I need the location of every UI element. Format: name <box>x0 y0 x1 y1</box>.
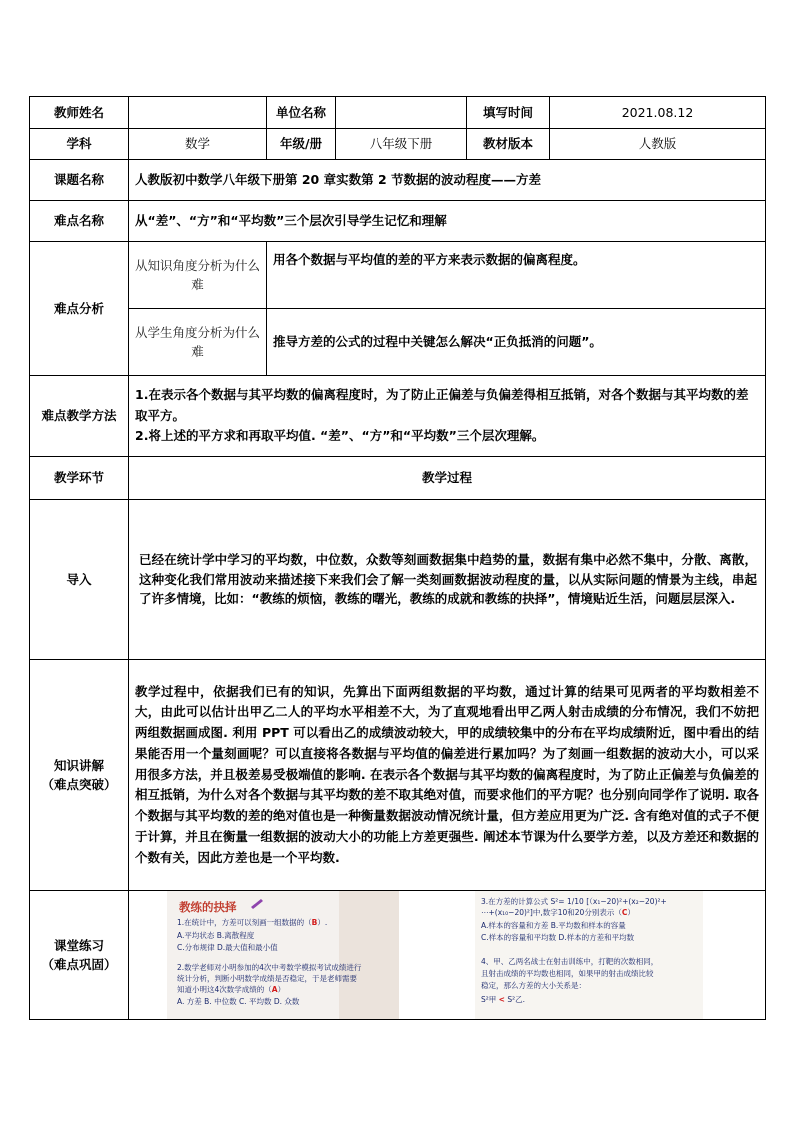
q2-stem: 知道小明这4次数学成绩的（ <box>177 985 272 994</box>
subject-value: 数学 <box>129 129 267 160</box>
slide-title: 教练的抉择 <box>179 900 237 914</box>
row-topic <box>30 160 766 201</box>
row-header-2 <box>30 129 766 160</box>
teacher-name-label: 教师姓名 <box>30 97 129 129</box>
q3-answer: C <box>621 908 628 917</box>
intro-label: 导入 <box>30 500 129 660</box>
q3-options-1: A.样本的容量和方差 B.平均数和样本的容量 <box>481 921 626 930</box>
q4-answer: < <box>498 995 505 1004</box>
method-line-2: 2.将上述的平方求和再取平均值. “差”、“方”和“平均数”三个层次理解。 <box>135 428 545 444</box>
q2-end: ） <box>277 985 286 994</box>
exercise-slide-left <box>167 891 399 1019</box>
method-text <box>129 376 766 457</box>
unit-name-value <box>336 97 467 129</box>
q4-answer-line <box>481 995 525 1005</box>
q4-left: S²甲 <box>481 995 497 1004</box>
exercise-slide-right <box>475 891 703 1019</box>
q3-line-2 <box>481 908 635 918</box>
explain-text: 教学过程中，依据我们已有的知识，先算出下面两组数据的平均数，通过计算的结果可见两者的平均数相差不大，由此可以估计出甲乙二人的平均水平相差不大，为了直观地看出甲乙两人射击成绩的分布情况，我们不妨把两组数据画成图. 利用 PPT 可以看出乙的成绩波动较大，甲的成绩较集中的分布在平均成绩附近，图中看出的结果能否用一个量刻画呢？可以直接将各数据与平均值的偏差进行累加吗？为了刻画一组数据的波动大小，可以采用很多方法，并且极差易受极端值的影响. 在表示各个数据与其平均数的偏离程度时，为了防止正偏差与负偏差的相互抵销，为什么对各个数据与其平均数的差不取其绝对值，而要求他们的平方呢？也分别向同学作了说明. 取各个数据与其平均数的差的绝对值也是一种衡量数据波动情况统计量，但方差应用更为广泛. 含有绝对值的式子不便于计算，并且在衡量一组数据的波动大小的功能上方差更强些. 阐述本节课为什么要学方差，以及方差还和数据的个数有关，因此方差也是一个平均数. <box>129 660 766 891</box>
row-header-1 <box>30 97 766 129</box>
process-header-label: 教学过程 <box>129 457 766 500</box>
teacher-name-value <box>129 97 267 129</box>
q3-stem: ⋯+(x₁₀−20)²]中,数字10和20分别表示（ <box>481 908 622 917</box>
lesson-design-table <box>29 96 766 1020</box>
practice-label-line1: 课堂练习 <box>53 937 104 953</box>
student-angle-label: 从学生角度分析为什么难 <box>129 309 267 376</box>
topic-label: 课题名称 <box>30 160 129 201</box>
row-analysis-knowledge <box>30 242 766 309</box>
practice-label <box>30 891 129 1020</box>
knowledge-angle-value: 用各个数据与平均值的差的平方来表示数据的偏离程度。 <box>267 242 766 309</box>
row-method <box>30 376 766 457</box>
fill-date-value: 2021.08.12 <box>550 97 766 129</box>
exercise-images <box>129 891 765 1019</box>
unit-name-label: 单位名称 <box>267 97 336 129</box>
explain-label <box>30 660 129 891</box>
q4-line-2: 且射击成绩的平均数也相同，如果甲的射击成绩比较 <box>481 969 654 978</box>
difficulty-value: 从“差”、“方”和“平均数”三个层次引导学生记忆和理解 <box>129 201 766 242</box>
difficulty-label: 难点名称 <box>30 201 129 242</box>
intro-text: 已经在统计学中学习的平均数，中位数，众数等刻画数据集中趋势的量，数据有集中必然不集中，分散、离散，这种变化我们常用波动来描述接下来我们会了解一类刻画数据波动程度的量，以从实际问题的情景为主线，串起了许多情境，比如：“教练的烦恼，教练的曙光，教练的成就和教练的抉择”，情境贴近生活，问题层层深入. <box>129 500 766 660</box>
q4-right: S²乙. <box>507 995 526 1004</box>
q3-options-2: C.样本的容量和平均数 D.样本的方差和平均数 <box>481 933 635 942</box>
q2-line-1: 2.数学老师对小明参加的4次中考数学模拟考试成绩进行 <box>177 963 362 972</box>
q1-answer: B <box>311 918 318 927</box>
textbook-value: 人教版 <box>550 129 766 160</box>
method-line-1: 1.在表示各个数据与其平均数的偏离程度时，为了防止正偏差与负偏差得相互抵销，对各个数据与其平均数的差取平方。 <box>135 387 749 423</box>
q3-line-1: 3.在方差的计算公式 S²= 1/10 [（x₁−20)²+(x₂−20)²+ <box>481 897 667 906</box>
row-explain <box>30 660 766 891</box>
q3-end: ） <box>627 908 635 917</box>
q4-line-1: 4、甲、乙两名战士在射击训练中，打靶的次数相同， <box>481 957 659 966</box>
topic-value: 人教版初中数学八年级下册第 20 章实数第 2 节数据的波动程度——方差 <box>129 160 766 201</box>
explain-label-line2: （难点突破） <box>41 777 117 792</box>
q2-line-3 <box>177 985 285 995</box>
knowledge-angle-label: 从知识角度分析为什么难 <box>129 242 267 309</box>
practice-label-line2: （难点巩固） <box>41 957 117 972</box>
row-analysis-student <box>30 309 766 376</box>
explain-label-line1: 知识讲解 <box>53 757 104 773</box>
row-intro <box>30 500 766 660</box>
practice-exercises <box>129 891 766 1020</box>
grade-label: 年级/册 <box>267 129 336 160</box>
method-label: 难点教学方法 <box>30 376 129 457</box>
q1-options-2: C.分布规律 D.最大值和最小值 <box>177 943 278 952</box>
analysis-label: 难点分析 <box>30 242 129 376</box>
q2-options: A. 方差 B. 中位数 C. 平均数 D. 众数 <box>177 997 300 1006</box>
q1-text <box>177 918 327 928</box>
row-difficulty <box>30 201 766 242</box>
q2-answer: A <box>271 985 278 994</box>
q1-options-1: A.平均状态 B.离散程度 <box>177 931 255 940</box>
fill-date-label: 填写时间 <box>467 97 550 129</box>
grade-value: 八年级下册 <box>336 129 467 160</box>
stage-header-label: 教学环节 <box>30 457 129 500</box>
row-process-header <box>30 457 766 500</box>
textbook-label: 教材版本 <box>467 129 550 160</box>
student-angle-value: 推导方差的公式的过程中关键怎么解决“正负抵消的问题”。 <box>267 309 766 376</box>
pencil-icon <box>249 897 265 909</box>
row-practice <box>30 891 766 1020</box>
subject-label: 学科 <box>30 129 129 160</box>
q1-stem: 1.在统计中，方差可以刻画一组数据的（ <box>177 918 312 927</box>
q2-line-2: 统计分析，判断小明数学成绩是否稳定，于是老师需要 <box>177 974 357 983</box>
q4-line-3: 稳定，那么方差的大小关系是： <box>481 981 586 990</box>
q1-end: ）. <box>317 918 328 927</box>
